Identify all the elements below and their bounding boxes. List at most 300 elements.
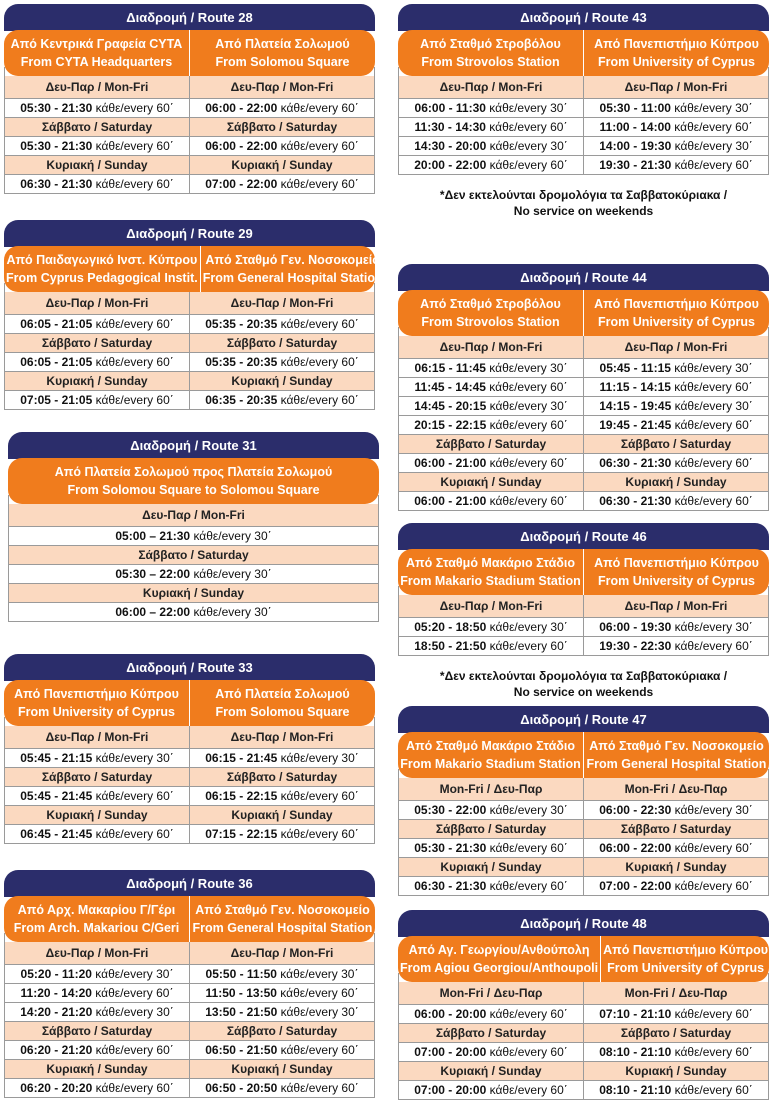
schedule-cell	[583, 618, 768, 636]
frequency: κάθε/every 60΄	[674, 158, 753, 172]
frequency: κάθε/every 30΄	[489, 399, 568, 413]
day-label: Δευ-Παρ / Mon-Fri	[439, 340, 543, 354]
frequency: κάθε/every 60΄	[674, 120, 753, 134]
schedule-table	[4, 67, 375, 194]
time-range: 06:30 - 21:30	[599, 456, 672, 470]
direction-greek: Από Αρχ. Μακαρίου Γ/Γέρι	[17, 903, 176, 917]
frequency: κάθε/every 60΄	[280, 1081, 359, 1095]
time-range: 07:05 - 21:05	[20, 393, 93, 407]
schedule-row	[399, 117, 768, 136]
day-label: Κυριακή / Sunday	[189, 1060, 374, 1078]
frequency: κάθε/every 60΄	[95, 101, 174, 115]
schedule-cell	[399, 359, 583, 377]
direction-english: From University of Cyprus	[598, 315, 755, 329]
route-title: Διαδρομή / Route 31	[8, 432, 379, 459]
time-range: 05:00 – 21:30	[115, 529, 191, 543]
direction-header	[4, 246, 383, 292]
direction-english: From Solomou Square	[215, 705, 350, 719]
time-range: 06:00 - 22:00	[205, 139, 278, 153]
schedule-row	[9, 602, 378, 621]
frequency: κάθε/every 60΄	[489, 1045, 568, 1059]
schedule-cell	[189, 984, 374, 1002]
day-header-row	[399, 434, 768, 453]
time-range: 14:00 - 19:30	[599, 139, 672, 153]
schedule-cell	[189, 1003, 374, 1021]
frequency: κάθε/every 60΄	[280, 393, 359, 407]
frequency: κάθε/every 60΄	[280, 139, 359, 153]
route-31-card	[8, 432, 379, 622]
direction-greek: Από Σταθμό Στροβόλου	[420, 37, 561, 51]
schedule-cell	[5, 1003, 189, 1021]
direction-english: From Cyprus Pedagogical Instit.	[6, 271, 198, 285]
schedule-table	[4, 283, 375, 410]
direction-english: From Makario Stadium Station	[400, 574, 581, 588]
schedule-row	[399, 800, 768, 819]
direction-english: From University of Cyprus	[598, 574, 755, 588]
schedule-cell	[399, 1081, 583, 1099]
frequency: κάθε/every 30΄	[280, 751, 359, 765]
time-range: 06:00 - 20:00	[414, 1007, 487, 1021]
route-title: Διαδρομή / Route 47	[398, 706, 769, 733]
schedule-cell	[399, 877, 583, 895]
schedule-cell	[189, 749, 374, 767]
day-header-row	[5, 333, 374, 352]
route-title: Διαδρομή / Route 28	[4, 4, 375, 31]
day-label: Κυριακή / Sunday	[440, 860, 542, 874]
direction-2	[583, 549, 769, 595]
day-label: Σάββατο / Saturday	[583, 435, 768, 453]
direction-header	[398, 936, 769, 982]
day-label: Δευ-Παρ / Mon-Fri	[45, 730, 149, 744]
day-label: Δευ-Παρ / Mon-Fri	[583, 76, 768, 98]
time-range: 08:10 - 21:10	[599, 1045, 672, 1059]
schedule-cell	[399, 137, 583, 155]
route-33-card	[4, 654, 375, 844]
schedule-cell	[5, 749, 189, 767]
schedule-cell	[399, 378, 583, 396]
route-47-card	[398, 706, 769, 896]
direction-header	[398, 549, 769, 595]
route-title: Διαδρομή / Route 36	[4, 870, 375, 897]
route-title: Διαδρομή / Route 46	[398, 523, 769, 550]
direction-1	[398, 30, 583, 76]
direction-header	[8, 458, 379, 504]
time-range: 05:30 - 11:00	[599, 101, 671, 115]
day-label: Σάββατο / Saturday	[435, 1026, 547, 1040]
time-range: 06:30 - 21:30	[599, 494, 672, 508]
schedule-table	[398, 769, 769, 896]
direction-english: From General Hospital Station	[192, 921, 373, 935]
frequency: κάθε/every 60΄	[95, 827, 174, 841]
day-header-row	[399, 857, 768, 876]
time-range: 06:15 - 22:15	[205, 789, 278, 803]
frequency: κάθε/every 60΄	[280, 101, 359, 115]
schedule-cell	[189, 391, 374, 409]
frequency: κάθε/every 30΄	[95, 967, 174, 981]
time-range: 06:00 – 22:00	[115, 605, 191, 619]
schedule-row	[399, 98, 768, 117]
schedule-row	[399, 155, 768, 174]
day-label: Σάββατο / Saturday	[583, 1024, 768, 1042]
schedule-cell	[399, 416, 583, 434]
direction-english: From Strovolos Station	[421, 55, 560, 69]
frequency: κάθε/every 30΄	[674, 139, 753, 153]
schedule-cell	[5, 175, 189, 193]
day-header-row	[9, 545, 378, 564]
time-range: 07:00 - 22:00	[599, 879, 672, 893]
schedule-cell	[189, 353, 374, 371]
time-range: 07:00 - 22:00	[205, 177, 278, 191]
day-header-row	[399, 982, 768, 1004]
direction-english: From General Hospital Station	[586, 757, 767, 771]
schedule-cell	[583, 1005, 768, 1023]
schedule-row	[399, 838, 768, 857]
day-label: Κυριακή / Sunday	[46, 158, 148, 172]
note-english: No service on weekends	[513, 685, 654, 699]
schedule-cell	[189, 175, 374, 193]
day-header-row	[5, 805, 374, 824]
time-range: 06:45 - 21:45	[20, 827, 93, 841]
time-range: 05:30 – 22:00	[115, 567, 191, 581]
direction-1	[4, 246, 200, 292]
time-range: 06:00 - 22:00	[205, 101, 278, 115]
time-range: 19:30 - 22:30	[599, 639, 672, 653]
schedule-cell	[5, 137, 189, 155]
time-range: 08:10 - 21:10	[599, 1083, 672, 1097]
schedule-row	[399, 1004, 768, 1023]
schedule-cell	[5, 1041, 189, 1059]
direction-1	[4, 680, 189, 726]
direction-2	[600, 936, 770, 982]
frequency: κάθε/every 60΄	[674, 639, 753, 653]
frequency: κάθε/every 60΄	[95, 317, 174, 331]
time-range: 13:50 - 21:50	[205, 1005, 278, 1019]
schedule-cell	[583, 801, 768, 819]
time-range: 06:00 - 19:30	[599, 620, 672, 634]
frequency: κάθε/every 60΄	[674, 841, 753, 855]
day-header-row	[399, 472, 768, 491]
day-header-row	[9, 583, 378, 602]
schedule-cell	[399, 637, 583, 655]
frequency: κάθε/every 60΄	[489, 456, 568, 470]
schedule-row	[399, 876, 768, 895]
day-header-row	[5, 1021, 374, 1040]
time-range: 06:05 - 21:05	[20, 355, 93, 369]
schedule-row	[5, 136, 374, 155]
schedule-row	[5, 983, 374, 1002]
frequency: κάθε/every 60΄	[95, 986, 174, 1000]
frequency: κάθε/every 60΄	[489, 380, 568, 394]
day-label: Σάββατο / Saturday	[41, 1024, 153, 1038]
day-label: Σάββατο / Saturday	[583, 820, 768, 838]
day-header-row	[5, 155, 374, 174]
day-label: Σάββατο / Saturday	[435, 822, 547, 836]
schedule-cell	[399, 99, 583, 117]
note-greek: *Δεν εκτελούνται δρομολόγια τα Σαββατοκύριακα /	[439, 669, 728, 683]
schedule-cell	[5, 99, 189, 117]
frequency: κάθε/every 60΄	[674, 879, 753, 893]
schedule-cell	[5, 315, 189, 333]
direction-header	[4, 30, 375, 76]
day-label: Σάββατο / Saturday	[138, 548, 249, 562]
day-label: Σάββατο / Saturday	[41, 770, 153, 784]
frequency: κάθε/every 60΄	[674, 1045, 753, 1059]
frequency: κάθε/every 30΄	[95, 1005, 174, 1019]
direction-greek: Από Σταθμό Γεν. Νοσοκομείο	[589, 739, 764, 753]
schedule-cell	[399, 492, 583, 510]
frequency: κάθε/every 60΄	[489, 158, 568, 172]
direction-english: From Arch. Makariou C/Geri	[13, 921, 180, 935]
direction-english: From CYTA Headquarters	[20, 55, 173, 69]
route-title: Διαδρομή / Route 43	[398, 4, 769, 31]
schedule-row	[399, 1080, 768, 1099]
time-range: 20:15 - 22:15	[414, 418, 487, 432]
direction-greek: Από Σταθμό Στροβόλου	[420, 297, 561, 311]
time-range: 07:00 - 20:00	[414, 1083, 487, 1097]
frequency: κάθε/every 30΄	[193, 567, 272, 581]
schedule-cell	[399, 118, 583, 136]
day-label: Δευ-Παρ / Mon-Fri	[45, 946, 149, 960]
time-range: 11:45 - 14:45	[414, 380, 486, 394]
time-range: 05:45 - 21:45	[20, 789, 93, 803]
schedule-cell	[583, 118, 768, 136]
frequency: κάθε/every 60΄	[280, 355, 359, 369]
direction-greek: Από Αγ. Γεωργίου/Ανθούπολη	[408, 943, 590, 957]
route-title: Διαδρομή / Route 33	[4, 654, 375, 681]
schedule-row	[5, 314, 374, 333]
direction-1	[398, 732, 583, 778]
day-header-row	[399, 819, 768, 838]
schedule-cell	[5, 787, 189, 805]
frequency: κάθε/every 60΄	[489, 494, 568, 508]
day-label: Mon-Fri / Δευ-Παρ	[439, 782, 543, 796]
schedule-row	[5, 1002, 374, 1021]
schedule-row	[399, 396, 768, 415]
direction-greek: Από Σταθμό Μακάριο Στάδιο	[406, 556, 575, 570]
direction-english: From Makario Stadium Station	[400, 757, 581, 771]
frequency: κάθε/every 60΄	[489, 639, 568, 653]
day-label: Σάββατο / Saturday	[189, 1022, 374, 1040]
route-43-weekend-note	[398, 187, 769, 219]
direction-1	[398, 290, 583, 336]
day-label: Κυριακή / Sunday	[46, 374, 148, 388]
schedule-cell	[189, 825, 374, 843]
day-header-row	[5, 117, 374, 136]
schedule-cell	[583, 1081, 768, 1099]
schedule-row	[399, 377, 768, 396]
time-range: 06:15 - 21:45	[205, 751, 278, 765]
schedule-cell	[583, 378, 768, 396]
route-46-weekend-note	[398, 668, 769, 700]
schedule-row	[399, 636, 768, 655]
time-range: 05:20 - 11:20	[20, 967, 92, 981]
frequency: κάθε/every 30΄	[193, 529, 272, 543]
time-range: 18:50 - 21:50	[414, 639, 487, 653]
time-range: 06:00 - 22:30	[599, 803, 672, 817]
schedule-cell	[583, 492, 768, 510]
day-header-row	[399, 1023, 768, 1042]
frequency: κάθε/every 60΄	[674, 1007, 753, 1021]
schedule-table	[398, 586, 769, 656]
direction-header	[4, 680, 375, 726]
direction-2	[189, 896, 375, 942]
schedule-cell	[583, 877, 768, 895]
time-range: 05:50 - 11:50	[205, 967, 277, 981]
schedule-cell	[189, 1041, 374, 1059]
time-range: 14:15 - 19:45	[599, 399, 672, 413]
day-label: Σάββατο / Saturday	[435, 437, 547, 451]
frequency: κάθε/every 60΄	[489, 418, 568, 432]
day-label: Σάββατο / Saturday	[189, 118, 374, 136]
time-range: 19:45 - 21:45	[599, 418, 672, 432]
day-label: Δευ-Παρ / Mon-Fri	[45, 80, 149, 94]
schedule-cell	[583, 359, 768, 377]
day-label: Δευ-Παρ / Mon-Fri	[189, 76, 374, 98]
time-range: 05:30 - 21:30	[414, 841, 487, 855]
direction-2	[583, 30, 769, 76]
day-header-row	[5, 76, 374, 98]
direction-english: From University of Cyprus	[598, 55, 755, 69]
day-label: Δευ-Παρ / Mon-Fri	[439, 80, 543, 94]
frequency: κάθε/every 60΄	[489, 1007, 568, 1021]
day-header-row	[399, 778, 768, 800]
route-29-card	[4, 220, 383, 410]
schedule-cell	[583, 137, 768, 155]
day-label: Κυριακή / Sunday	[189, 372, 374, 390]
direction-greek: Από Πλατεία Σολωμού	[215, 687, 350, 701]
direction-2	[200, 246, 385, 292]
day-label: Δευ-Παρ / Mon-Fri	[189, 292, 374, 314]
frequency: κάθε/every 30΄	[674, 399, 753, 413]
time-range: 06:20 - 20:20	[20, 1081, 93, 1095]
schedule-cell	[9, 565, 378, 583]
time-range: 06:20 - 21:20	[20, 1043, 93, 1057]
schedule-row	[5, 964, 374, 983]
schedule-row	[9, 564, 378, 583]
direction-header	[398, 290, 769, 336]
schedule-row	[9, 526, 378, 545]
day-header-row	[5, 942, 374, 964]
schedule-cell	[189, 99, 374, 117]
schedule-row	[5, 786, 374, 805]
frequency: κάθε/every 30΄	[489, 361, 568, 375]
day-label: Δευ-Παρ / Mon-Fri	[189, 942, 374, 964]
time-range: 14:45 - 20:15	[414, 399, 487, 413]
schedule-row	[5, 824, 374, 843]
time-range: 05:30 - 21:30	[20, 139, 93, 153]
schedule-cell	[583, 1043, 768, 1061]
frequency: κάθε/every 60΄	[95, 789, 174, 803]
note-greek: *Δεν εκτελούνται δρομολόγια τα Σαββατοκύριακα /	[439, 188, 728, 202]
direction-1	[8, 458, 379, 504]
day-label: Σάββατο / Saturday	[189, 334, 374, 352]
note-english: No service on weekends	[513, 204, 654, 218]
day-header-row	[399, 336, 768, 358]
frequency: κάθε/every 60΄	[95, 139, 174, 153]
frequency: κάθε/every 30΄	[674, 361, 753, 375]
direction-greek: Από Πλατεία Σολωμού προς Πλατεία Σολωμού	[54, 465, 333, 479]
day-label: Σάββατο / Saturday	[41, 336, 153, 350]
time-range: 11:30 - 14:30	[414, 120, 486, 134]
schedule-row	[399, 358, 768, 377]
time-range: 06:00 - 22:00	[599, 841, 672, 855]
route-48-card	[398, 910, 769, 1100]
day-label: Δευ-Παρ / Mon-Fri	[142, 508, 245, 522]
schedule-cell	[189, 1079, 374, 1097]
frequency: κάθε/every 30΄	[95, 751, 174, 765]
direction-2	[583, 732, 769, 778]
time-range: 06:15 - 11:45	[414, 361, 486, 375]
day-label: Δευ-Παρ / Mon-Fri	[45, 296, 149, 310]
schedule-table	[4, 717, 375, 844]
day-label: Mon-Fri / Δευ-Παρ	[583, 982, 768, 1004]
schedule-row	[399, 136, 768, 155]
direction-greek: Από Πανεπιστήμιο Κύπρου	[594, 37, 759, 51]
route-46-card	[398, 523, 769, 656]
schedule-row	[5, 352, 374, 371]
frequency: κάθε/every 60΄	[280, 177, 359, 191]
direction-greek: Από Κεντρικά Γραφεία CYTA	[10, 37, 183, 51]
day-label: Κυριακή / Sunday	[46, 1062, 148, 1076]
time-range: 11:50 - 13:50	[205, 986, 277, 1000]
frequency: κάθε/every 30΄	[489, 139, 568, 153]
time-range: 05:45 - 21:15	[20, 751, 93, 765]
day-header-row	[399, 76, 768, 98]
schedule-cell	[583, 839, 768, 857]
schedule-cell	[583, 99, 768, 117]
schedule-row	[399, 453, 768, 472]
time-range: 06:00 - 11:30	[414, 101, 486, 115]
schedule-cell	[399, 801, 583, 819]
schedule-cell	[5, 1079, 189, 1097]
direction-greek: Από Πανεπιστήμιο Κύπρου	[594, 556, 759, 570]
schedule-cell	[189, 787, 374, 805]
frequency: κάθε/every 60΄	[95, 1043, 174, 1057]
frequency: κάθε/every 60΄	[280, 789, 359, 803]
schedule-cell	[5, 825, 189, 843]
direction-greek: Από Πανεπιστήμιο Κύπρου	[603, 943, 768, 957]
schedule-cell	[189, 315, 374, 333]
day-header-row	[5, 767, 374, 786]
direction-greek: Από Σταθμό Μακάριο Στάδιο	[406, 739, 575, 753]
time-range: 07:15 - 22:15	[205, 827, 278, 841]
time-range: 14:30 - 20:00	[414, 139, 487, 153]
day-label: Mon-Fri / Δευ-Παρ	[583, 778, 768, 800]
direction-1	[398, 549, 583, 595]
direction-1	[4, 896, 189, 942]
day-label: Κυριακή / Sunday	[583, 1062, 768, 1080]
route-title: Διαδρομή / Route 44	[398, 264, 769, 291]
route-title: Διαδρομή / Route 29	[4, 220, 375, 247]
day-label: Σάββατο / Saturday	[41, 120, 153, 134]
route-43-card	[398, 4, 769, 175]
schedule-cell	[189, 965, 374, 983]
day-label: Δευ-Παρ / Mon-Fri	[439, 599, 543, 613]
frequency: κάθε/every 60΄	[280, 827, 359, 841]
frequency: κάθε/every 60΄	[489, 1083, 568, 1097]
day-header-row	[5, 371, 374, 390]
schedule-row	[5, 98, 374, 117]
direction-english: From Strovolos Station	[421, 315, 560, 329]
time-range: 05:35 - 20:35	[205, 355, 278, 369]
schedule-cell	[5, 353, 189, 371]
time-range: 06:30 - 21:30	[20, 177, 93, 191]
frequency: κάθε/every 60΄	[674, 418, 753, 432]
day-header-row	[399, 595, 768, 617]
route-28-card	[4, 4, 375, 194]
direction-greek: Από Πανεπιστήμιο Κύπρου	[594, 297, 759, 311]
direction-english: From University of Cyprus	[18, 705, 175, 719]
